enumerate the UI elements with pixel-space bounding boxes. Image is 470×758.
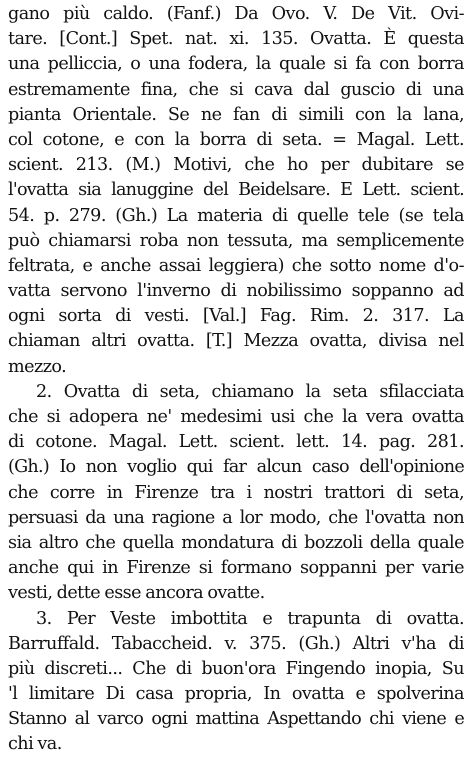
- text-line-8: l'ovatta sia lanuggine del Beidelsare. E Lett. scient.: [8, 180, 464, 201]
- text-line-13: ogni sorta di vesti. [Val.] Fag. Rim. 2. 317. La: [8, 306, 464, 327]
- text-line-29: Stanno al varco ogni mattina Aspettando chi viene e: [8, 709, 464, 730]
- text-line-27: più discreti... Che di buon'ora Fingendo inopia, Su: [8, 658, 464, 679]
- text-line-26: Barruffald. Tabaccheid. v. 375. (Gh.) Altri v'ha di: [8, 633, 464, 654]
- text-line-11: feltrata, e anche assai leggiera) che sotto nome d'o-: [8, 255, 464, 276]
- text-line-2: tare. [Cont.] Spet. nat. xi. 135. Ovatta. È questa: [8, 29, 464, 50]
- text-line-18: di cotone. Magal. Lett. scient. lett. 14. pag. 281.: [8, 432, 464, 453]
- text-line-28: 'l limitare Di casa propria, In ovatta e spolverina: [8, 684, 464, 705]
- text-line-23: anche qui in Firenze si formano soppanni per varie: [8, 558, 464, 579]
- text-line-25: 3. Per Veste imbottita e trapunta di ovatta.: [36, 608, 464, 629]
- text-line-1: gano più caldo. (Fanf.) Da Ovo. V. De Vit. Ovi-: [8, 4, 464, 24]
- text-line-19: (Gh.) Io non voglio qui far alcun caso dell'opinione: [8, 457, 464, 478]
- text-line-10: può chiamarsi roba non tessuta, ma semplicemente: [8, 230, 464, 251]
- text-line-3: una pelliccia, o una fodera, la quale si fa con borra: [8, 54, 464, 75]
- text-line-14: chiaman altri ovatta. [T.] Mezza ovatta, divisa nel: [8, 331, 464, 352]
- text-line-16: 2. Ovatta di seta, chiamano la seta sfilacciata: [36, 381, 464, 402]
- text-line-22: sia altro che quella mondatura di bozzoli della quale: [8, 532, 464, 553]
- text-line-15: mezzo.: [8, 356, 67, 377]
- text-line-6: col cotone, e con la borra di seta. = Magal. Lett.: [8, 129, 464, 150]
- text-line-21: persuasi da una ragione a lor modo, che l'ovatta non: [8, 507, 464, 528]
- text-line-7: scient. 213. (M.) Motivi, che ho per dubitare se: [8, 155, 464, 176]
- text-line-17: che si adopera ne' medesimi usi che la vera ovatta: [8, 407, 464, 427]
- text-line-24: vesti, dette esse ancora ovatte.: [8, 583, 265, 604]
- text-line-20: che corre in Firenze tra i nostri trattori di seta,: [8, 482, 464, 503]
- text-line-12: vatta servono l'inverno di nobilissimo soppanno ad: [8, 281, 464, 302]
- text-line-9: 54. p. 279. (Gh.) La materia di quelle tele (se tela: [8, 205, 464, 226]
- text-line-30: chi va.: [8, 734, 62, 755]
- text-line-4: estremamente fina, che si cava dal guscio di una: [8, 79, 464, 100]
- text-line-5: pianta Orientale. Se ne fan di simili con la lana,: [8, 104, 464, 125]
